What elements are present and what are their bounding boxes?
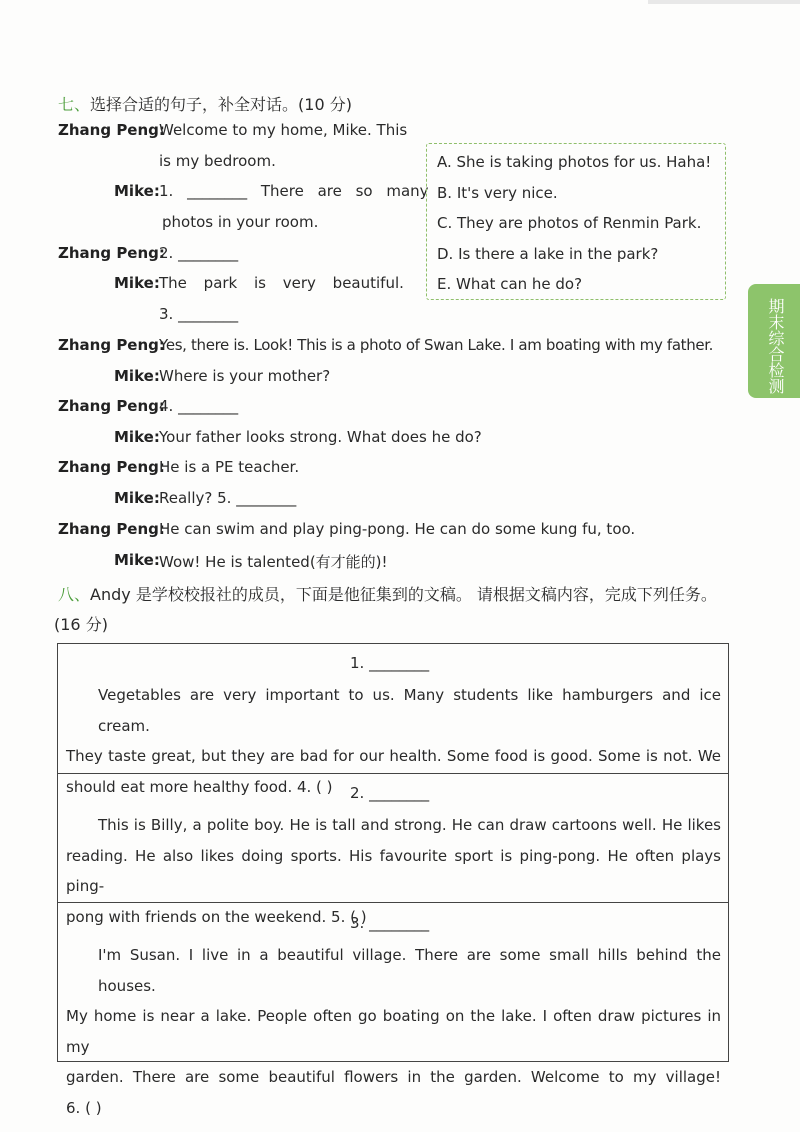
article-line: This is Billy, a polite boy. He is tall and strong. He can draw cartoons well. He likes bbox=[98, 816, 721, 834]
section-8-number: 八、 bbox=[58, 585, 91, 604]
article-3 bbox=[66, 940, 721, 1123]
dialogue-line: Where is your mother? bbox=[159, 367, 331, 385]
article-line-answer-5[interactable]: pong with friends on the weekend. 5. ( ) bbox=[66, 907, 367, 926]
dialogue-line: photos in your room. bbox=[162, 213, 319, 231]
article-line: My home is near a lake. People often go boating on the lake. I often draw pictures in my bbox=[66, 1007, 721, 1056]
side-tab bbox=[748, 284, 800, 398]
dialogue-line-blank-3[interactable]: 3. ________ bbox=[159, 305, 239, 323]
speaker-label: Zhang Peng: bbox=[58, 121, 165, 139]
divider bbox=[58, 902, 728, 903]
article-line: reading. He also likes doing sports. His favourite sport is ping-pong. He often plays ping- bbox=[66, 846, 721, 895]
speaker-label: Zhang Peng: bbox=[58, 458, 165, 476]
speaker-label: Zhang Peng: bbox=[58, 336, 165, 354]
option-a[interactable]: A. She is taking photos for us. Haha! bbox=[437, 153, 712, 171]
article-heading-blank-1[interactable]: 1. ________ bbox=[350, 654, 430, 672]
article-line: They taste great, but they are bad for our health. Some food is good. Some is not. We bbox=[66, 747, 721, 765]
speaker-label: Mike: bbox=[114, 551, 160, 569]
article-line: I'm Susan. I live in a beautiful village. There are some small hills behind the houses. bbox=[98, 946, 721, 995]
divider bbox=[58, 773, 728, 774]
dialogue-line-blank-4[interactable]: 4. ________ bbox=[159, 397, 239, 415]
article-line-answer-6[interactable]: 6. ( ) bbox=[66, 1098, 102, 1117]
speaker-label: Mike: bbox=[114, 367, 160, 385]
dialogue-line-blank-5[interactable]: Really? 5. ________ bbox=[159, 489, 297, 507]
section-7-title-text: 选择合适的句子，补全对话。(10 分) bbox=[90, 95, 352, 114]
option-e[interactable]: E. What can he do? bbox=[437, 275, 583, 293]
option-d[interactable]: D. Is there a lake in the park? bbox=[437, 245, 659, 263]
dialogue-line: The park is very beautiful. bbox=[159, 274, 404, 292]
dialogue-line: is my bedroom. bbox=[159, 152, 276, 170]
dialogue-line: Yes, there is. Look! This is a photo of Swan Lake. I am boating with my father. bbox=[159, 336, 714, 354]
speaker-label: Mike: bbox=[114, 489, 160, 507]
article-line: garden. There are some beautiful flowers in the garden. Welcome to my village! bbox=[66, 1068, 721, 1086]
article-line-answer-4[interactable]: should eat more healthy food. 4. ( ) bbox=[66, 777, 333, 796]
side-tab-label: 期末综合检测 bbox=[766, 298, 785, 394]
dialogue-line: Your father looks strong. What does he do? bbox=[159, 428, 482, 446]
speaker-label: Zhang Peng: bbox=[58, 244, 165, 262]
dialogue-line: Wow! He is talented(有才能的)! bbox=[159, 553, 388, 571]
speaker-label: Zhang Peng: bbox=[58, 397, 165, 415]
option-c[interactable]: C. They are photos of Renmin Park. bbox=[437, 214, 702, 232]
speaker-label: Mike: bbox=[114, 428, 160, 446]
speaker-label: Mike: bbox=[114, 274, 160, 292]
dialogue-line: He is a PE teacher. bbox=[159, 458, 300, 476]
dialogue-line-blank-2[interactable]: 2. ________ bbox=[159, 244, 239, 262]
section-8-title bbox=[58, 582, 717, 605]
speaker-label: Mike: bbox=[114, 182, 160, 200]
section-7-title bbox=[58, 92, 352, 115]
option-b[interactable]: B. It's very nice. bbox=[437, 184, 558, 202]
article-heading-blank-2[interactable]: 2. ________ bbox=[350, 784, 430, 802]
article-line: Vegetables are very important to us. Many students like hamburgers and ice cream. bbox=[98, 686, 721, 735]
dialogue-line-blank-1[interactable]: 1. ________ There are so many bbox=[159, 182, 429, 200]
section-8-score: (16 分) bbox=[54, 615, 108, 634]
dialogue-line: He can swim and play ping-pong. He can do some kung fu, too. bbox=[159, 520, 636, 538]
article-heading-blank-3[interactable]: 3. ________ bbox=[350, 914, 430, 932]
page-edge bbox=[648, 0, 800, 4]
section-7-number: 七、 bbox=[58, 95, 91, 114]
dialogue-line: Welcome to my home, Mike. This bbox=[159, 121, 408, 139]
speaker-label: Zhang Peng: bbox=[58, 520, 165, 538]
section-8-title-text: Andy 是学校校报社的成员，下面是他征集到的文稿。 请根据文稿内容，完成下列任务。 bbox=[90, 585, 717, 604]
articles-box bbox=[57, 643, 729, 1117]
options-box bbox=[426, 143, 726, 300]
